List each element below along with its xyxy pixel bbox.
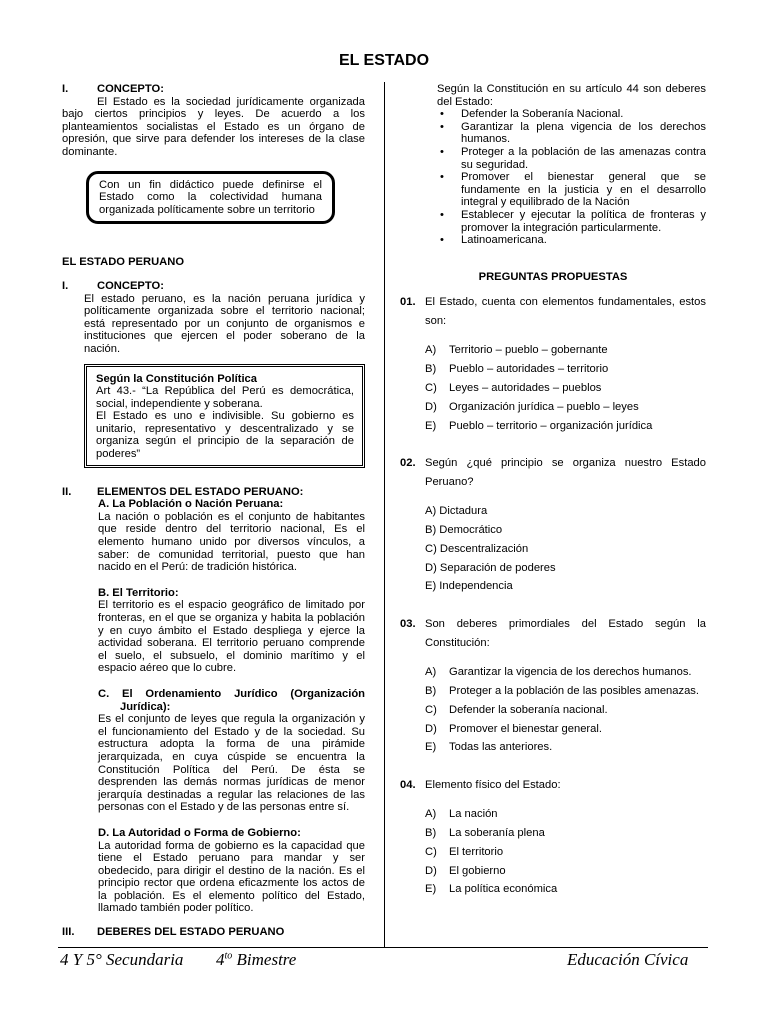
option-b: B) Proteger a la población de las posibles amenazas. xyxy=(425,685,700,698)
option-c: C) Defender la soberanía nacional. xyxy=(425,703,608,716)
option-c: C) Leyes – autoridades – pueblos xyxy=(425,381,602,394)
footer-rule xyxy=(58,947,708,948)
option-d: D) Separación de poderes xyxy=(425,561,556,574)
option-e: E) Independencia xyxy=(425,580,513,593)
question-04: 04. Elemento físico del Estado: A) La nación B) La soberanía plena C) El territorio D) El gobierno E) La política económica xyxy=(400,776,706,899)
definition-box: Con un fin didáctico puede definirse el Estado como la colectividad humana organizada políticamente sobre un territorio xyxy=(86,171,335,225)
bullet-icon: • xyxy=(440,208,444,221)
option-d: D) Organización jurídica – pueblo – leyes xyxy=(425,400,639,413)
element-d-text: La autoridad forma de gobierno es la capacidad que tiene el Estado peruano para mandar y ser obedecido, para dirigir el destino de la nación. Es el principio rector que ordena eficazmente los actos de la población. Es el elemento político del Estado, llamado también poder político. xyxy=(98,839,365,915)
footer-bimestre: $4^{to}$ Bimestre xyxy=(216,950,297,969)
option-a: A) Garantizar la vigencia de los derechos humanos. xyxy=(425,666,692,679)
question-03: 03. Son deberes primordiales del Estado según la Constitución: A) Garantizar la vigencia de los derechos humanos. B) Proteger a la población de las posibles amenazas. C) Defender la soberanía nacional. D) Promover el bienestar general. E) Todas las anteriores. xyxy=(400,615,706,757)
option-a: A) Dictadura xyxy=(425,505,488,518)
left-column xyxy=(62,83,365,939)
option-a: A) La nación xyxy=(425,808,498,821)
element-a-heading: A. La Población o Nación Peruana: xyxy=(98,498,284,511)
element-b-heading: B. El Territorio: xyxy=(98,586,179,599)
element-c-text: Es el conjunto de leyes que regula la organización y el funcionamiento del Estado y de la sociedad. Su estructura adopta la forma de una pirámide jerarquizada, en cuya cúspide se encuentra la Constitución Política del Perú. De ésta se desprenden las demás normas jurídicas de menor jerarquía destinadas a regular las relaciones de las personas con el Estado y de las personas entre sí. xyxy=(98,713,365,814)
constitution-box-title: Según la Constitución Política xyxy=(96,372,257,385)
list-item: • Latinoamericana. xyxy=(440,234,547,247)
option-d: D) Promover el bienestar general. xyxy=(425,722,602,735)
bullet-icon: • xyxy=(440,171,444,184)
duties-list xyxy=(437,108,706,247)
question-01: 01. El Estado, cuenta con elementos fundamentales, estos son: A) Territorio – pueblo – gobernante B) Pueblo – autoridades – territorio C) Leyes – autoridades – pueblos D) Organización jurídica – pueblo – leyes E) Pueblo – territorio – organización jurídica xyxy=(400,293,706,435)
element-c-heading: C. El Ordenamiento Jurídico (Organización Jurídica): xyxy=(98,687,365,713)
option-e: E) La política económica xyxy=(425,883,558,896)
option-b: B) Democrático xyxy=(425,524,503,537)
footer-grade: 4 Y 5° Secundaria xyxy=(60,950,184,969)
constitution-box xyxy=(84,364,365,468)
duties-intro: Según la Constitución en su artículo 44 son deberes del Estado: xyxy=(437,83,706,108)
bullet-icon: • xyxy=(440,108,444,121)
section-ii-heading: II. ELEMENTOS DEL ESTADO PERUANO: xyxy=(62,485,304,498)
bullet-icon: • xyxy=(440,234,444,247)
bullet-icon: • xyxy=(440,145,444,158)
page-title: EL ESTADO xyxy=(338,52,430,69)
bullet-icon: • xyxy=(440,120,444,133)
estado-peruano-heading: EL ESTADO PERUANO xyxy=(62,256,185,269)
element-a-text: La nación o población es el conjunto de habitantes que reside dentro del territorio nacional, Es el elemento humano unido por diversos vínculos, a saber: de comunidad territorial, puesto que han nacido en el Perú: de tradición histórica. xyxy=(98,510,365,574)
option-b: B) La soberanía plena xyxy=(425,827,545,840)
peru-concept-text: El estado peruano, es la nación peruana jurídica y políticamente organizada sobre el territorio nacional; está representado por un conjunto de organismos e instituciones que ejercen el poder soberano de la nación. xyxy=(84,292,365,355)
footer-subject: Educación Cívica xyxy=(567,950,689,969)
list-item: • Defender la Soberanía Nacional. xyxy=(440,108,624,121)
right-column xyxy=(400,83,706,899)
column-divider xyxy=(384,82,385,948)
section-i-text: El Estado es la sociedad jurídicamente organizada bajo ciertos principios y leyes. De acuerdo a los planteamientos socialistas el Estado es un órgano de opresión, que sirve para defender los intereses de la clase dominante. xyxy=(62,95,365,158)
list-item: • Promover el bienestar general que se fundamente en la justicia y en el desarrollo integral y equilibrado de la Nación xyxy=(440,171,706,209)
element-b-text: El territorio es el espacio geográfico de limitado por fronteras, en el que se organiza y habita la población y en cuyo ámbito el Estado despliega y ejerce la actividad soberana. El territorio peruano comprende el suelo, el subsuelo, el dominio marítimo y el espacio aéreo que lo cubre. xyxy=(98,599,365,675)
element-d-heading: D. La Autoridad o Forma de Gobierno: xyxy=(98,826,301,839)
peru-concept-heading: I. CONCEPTO: xyxy=(62,279,164,292)
option-b: B) Pueblo – autoridades – territorio xyxy=(425,363,609,376)
list-item: • Garantizar la plena vigencia de los derechos humanos. xyxy=(440,120,706,146)
option-e: E) Pueblo – territorio – organización jurídica xyxy=(425,419,653,432)
option-d: D) El gobierno xyxy=(425,864,506,877)
constitution-box-text-2: El Estado es uno e indivisible. Su gobierno es unitario, representativo y descentralizado y se organiza según el principio de la separación de poderes” xyxy=(96,410,354,461)
list-item: • Establecer y ejecutar la política de fronteras y promover la integración particularmente. xyxy=(440,208,706,234)
questions-heading: PREGUNTAS PROPUESTAS xyxy=(478,270,628,283)
option-c: C) Descentralización xyxy=(425,542,529,555)
section-iii-heading: III. DEBERES DEL ESTADO PERUANO xyxy=(62,926,285,939)
question-02: 02. Según ¿qué principio se organiza nuestro Estado Peruano? A) Dictadura B) Democrático C) Descentralización D) Separación de poderes E) Independencia xyxy=(400,454,706,596)
list-item: • Proteger a la población de las amenazas contra su seguridad. xyxy=(440,145,706,171)
section-i-heading: I. CONCEPTO: xyxy=(62,83,164,95)
option-e: E) Todas las anteriores. xyxy=(425,741,553,754)
option-c: C) El territorio xyxy=(425,845,504,858)
constitution-box-text-1: Art 43.- “La República del Perú es democrática, social, independiente y soberana. xyxy=(96,385,354,410)
option-a: A) Territorio – pueblo – gobernante xyxy=(425,344,608,357)
